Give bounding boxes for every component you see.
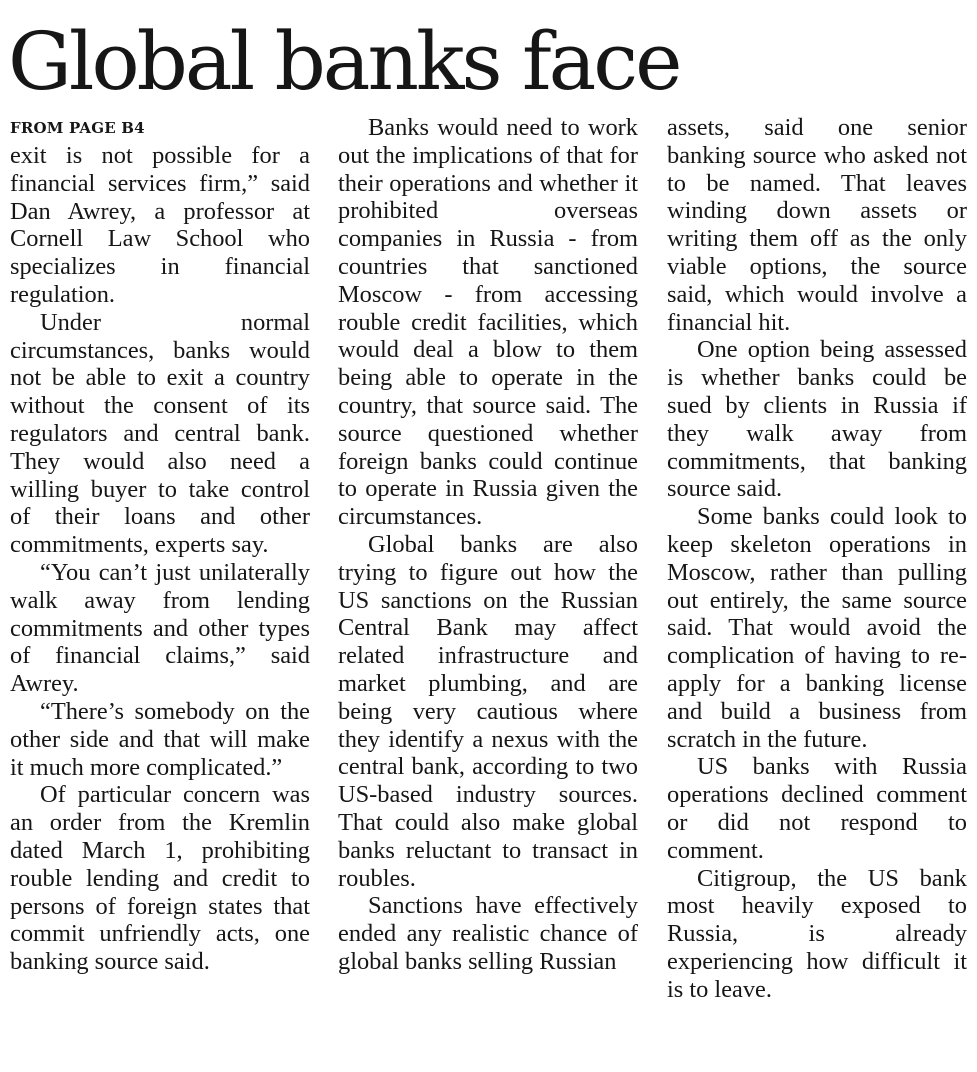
paragraph: Of particular concern was an order from the Kremlin dated March 1, prohibiting rouble lending and credit to persons of foreign states that commit unfriendly acts, one banking source said. <box>10 781 310 976</box>
headline: Global banks face <box>8 15 680 108</box>
paragraph: assets, said one senior banking source who asked not to be named. That leaves winding down assets or writing them off as the only viable options, the source said, which would involve a financial hit. <box>667 114 967 336</box>
article-column-3 <box>667 114 967 1004</box>
paragraph: “You can’t just unilaterally walk away from lending commitments and other types of financial claims,” said Awrey. <box>10 558 310 698</box>
paragraph: One option being assessed is whether banks could be sued by clients in Russia if they walk away from commitments, that banking source said. <box>667 336 967 503</box>
paragraph: Sanctions have effectively ended any realistic chance of global banks selling Russian <box>338 892 638 975</box>
article-column-2 <box>338 114 638 976</box>
paragraph: Global banks are also trying to figure out how the US sanctions on the Russian Central Bank may affect related infrastructure and market plumbing, and are being very cautious where they identify a nexus with the central bank, according to two US-based industry sources. That could also make global banks reluctant to transact in roubles. <box>338 530 638 892</box>
dateline: FROM PAGE B4 <box>10 119 145 137</box>
paragraph: US banks with Russia operations declined comment or did not respond to comment. <box>667 753 967 864</box>
paragraph: “There’s somebody on the other side and that will make it much more complicated.” <box>10 697 310 781</box>
paragraph: Under normal circumstances, banks would not be able to exit a country without the consent of its regulators and central bank. They would also need a willing buyer to take control of their loans and other commitments, experts say. <box>10 308 310 559</box>
article-column-1 <box>10 114 310 976</box>
paragraph: Citigroup, the US bank most heavily exposed to Russia, is already experiencing how difficult it is to leave. <box>667 864 967 1003</box>
paragraph: Some banks could look to keep skeleton operations in Moscow, rather than pulling out entirely, the same source said. That would avoid the complication of having to re-apply for a banking license and build a business from scratch in the future. <box>667 503 967 753</box>
paragraph: Banks would need to work out the implications of that for their operations and whether it prohibited overseas companies in Russia - from countries that sanctioned Moscow - from accessing rouble credit facilities, which would deal a blow to them being able to operate in the country, that source said. The source questioned whether foreign banks could continue to operate in Russia given the circumstances. <box>338 114 638 531</box>
paragraph: exit is not possible for a financial services firm,” said Dan Awrey, a professor at Cornell Law School who specializes in financial regulation. <box>10 142 310 308</box>
